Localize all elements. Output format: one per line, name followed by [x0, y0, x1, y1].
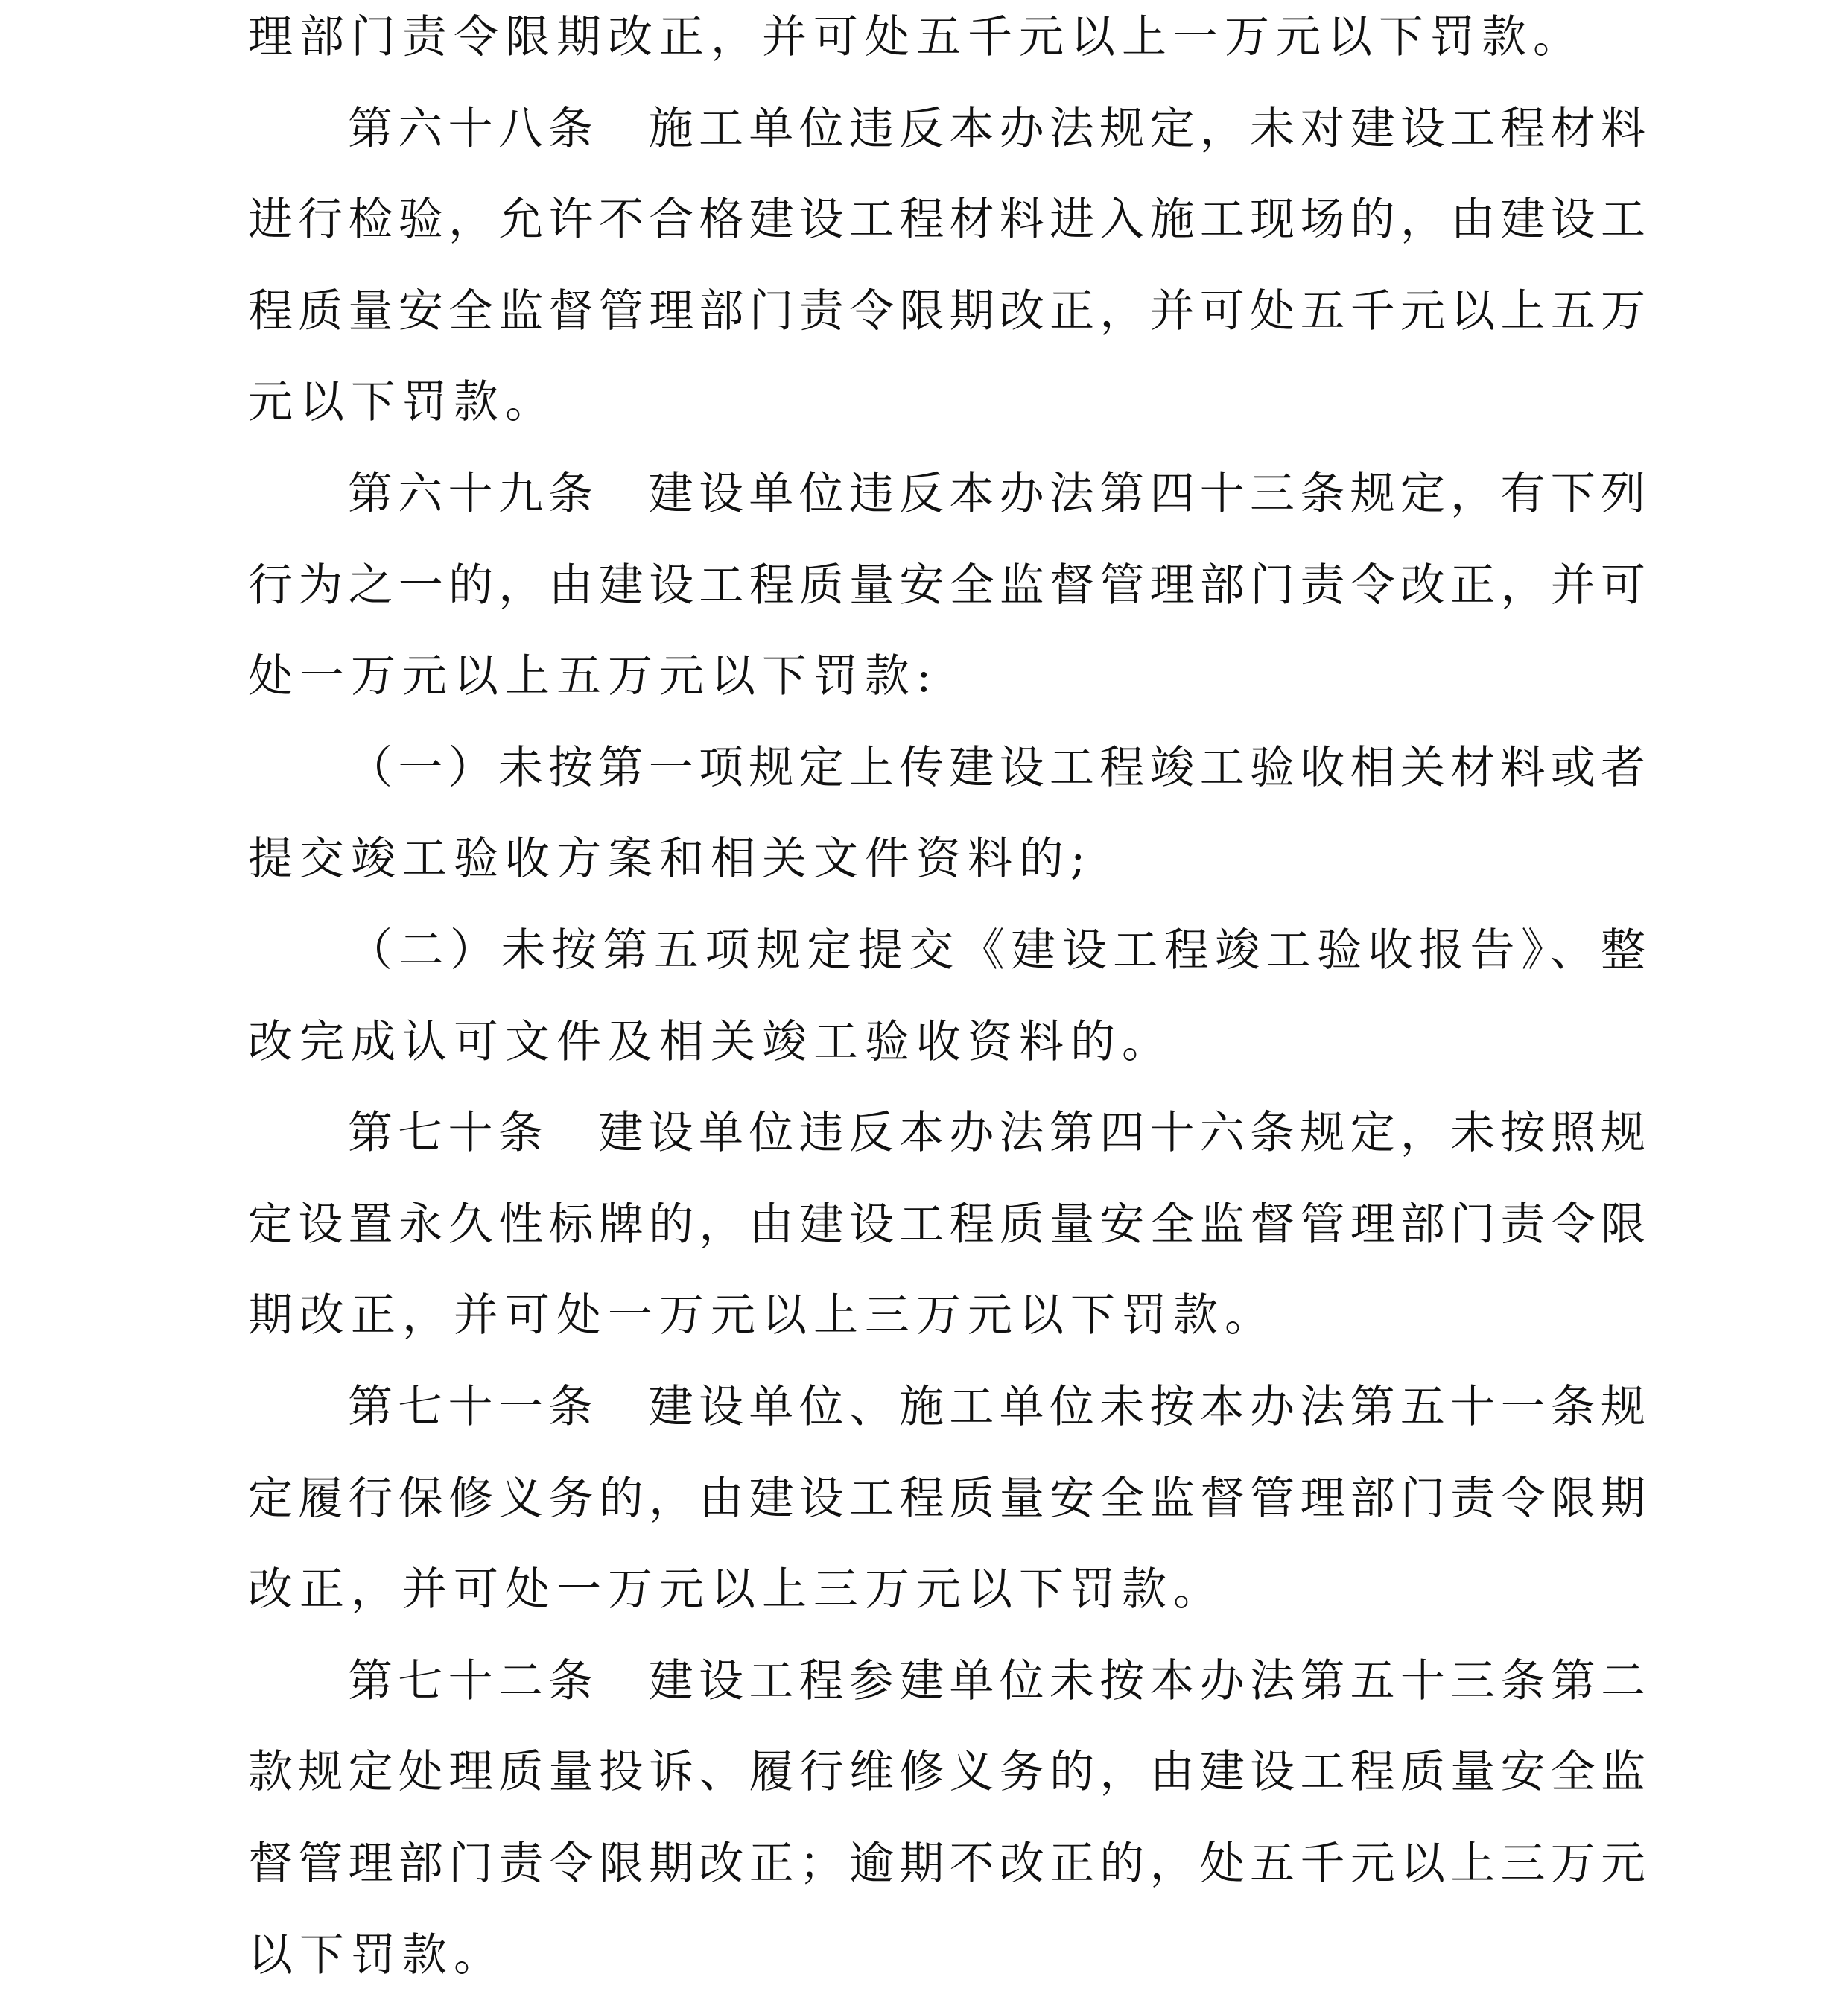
- text-line: 元以下罚款。: [248, 376, 556, 428]
- text-line: 定设置永久性标牌的，由建设工程质量安全监督管理部门责令限: [248, 1199, 1645, 1251]
- text-line: 提交竣工验收方案和相关文件资料的;: [248, 833, 1093, 885]
- document-page: [248, 0, 1645, 2003]
- text-line: 进行检验，允许不合格建设工程材料进入施工现场的，由建设工: [248, 194, 1645, 246]
- text-line: 改正，并可处一万元以上三万元以下罚款。: [248, 1564, 1225, 1616]
- text-line: 处一万元以上五万元以下罚款:: [248, 650, 939, 702]
- text-line: （一）未按第一项规定上传建设工程竣工验收相关材料或者: [348, 742, 1645, 794]
- text-line: 改完成认可文件及相关竣工验收资料的。: [248, 1016, 1173, 1068]
- text-line: 定履行保修义务的，由建设工程质量安全监督管理部门责令限期: [248, 1473, 1645, 1525]
- text-line: 第七十一条 建设单位、施工单位未按本办法第五十一条规: [348, 1381, 1645, 1433]
- text-line: 第七十条 建设单位违反本办法第四十六条规定，未按照规: [348, 1107, 1645, 1159]
- text-line: 第六十九条 建设单位违反本办法第四十三条规定，有下列: [348, 468, 1645, 520]
- text-line: 第六十八条 施工单位违反本办法规定，未对建设工程材料: [348, 103, 1645, 155]
- text-line: （二）未按第五项规定提交《建设工程竣工验收报告》、整: [348, 924, 1645, 977]
- text-line: 期改正，并可处一万元以上三万元以下罚款。: [248, 1289, 1276, 1342]
- text-line: 第七十二条 建设工程参建单位未按本办法第五十三条第二: [348, 1655, 1645, 1707]
- text-line: 督管理部门责令限期改正；逾期不改正的，处五千元以上三万元: [248, 1838, 1645, 1890]
- text-line: 款规定处理质量投诉、履行维修义务的，由建设工程质量安全监: [248, 1746, 1645, 1798]
- text-line: 理部门责令限期改正，并可处五千元以上一万元以下罚款。: [248, 11, 1584, 63]
- text-line: 行为之一的，由建设工程质量安全监督管理部门责令改正，并可: [248, 559, 1645, 612]
- text-line: 程质量安全监督管理部门责令限期改正，并可处五千元以上五万: [248, 285, 1645, 337]
- text-line: 以下罚款。: [248, 1929, 505, 1981]
